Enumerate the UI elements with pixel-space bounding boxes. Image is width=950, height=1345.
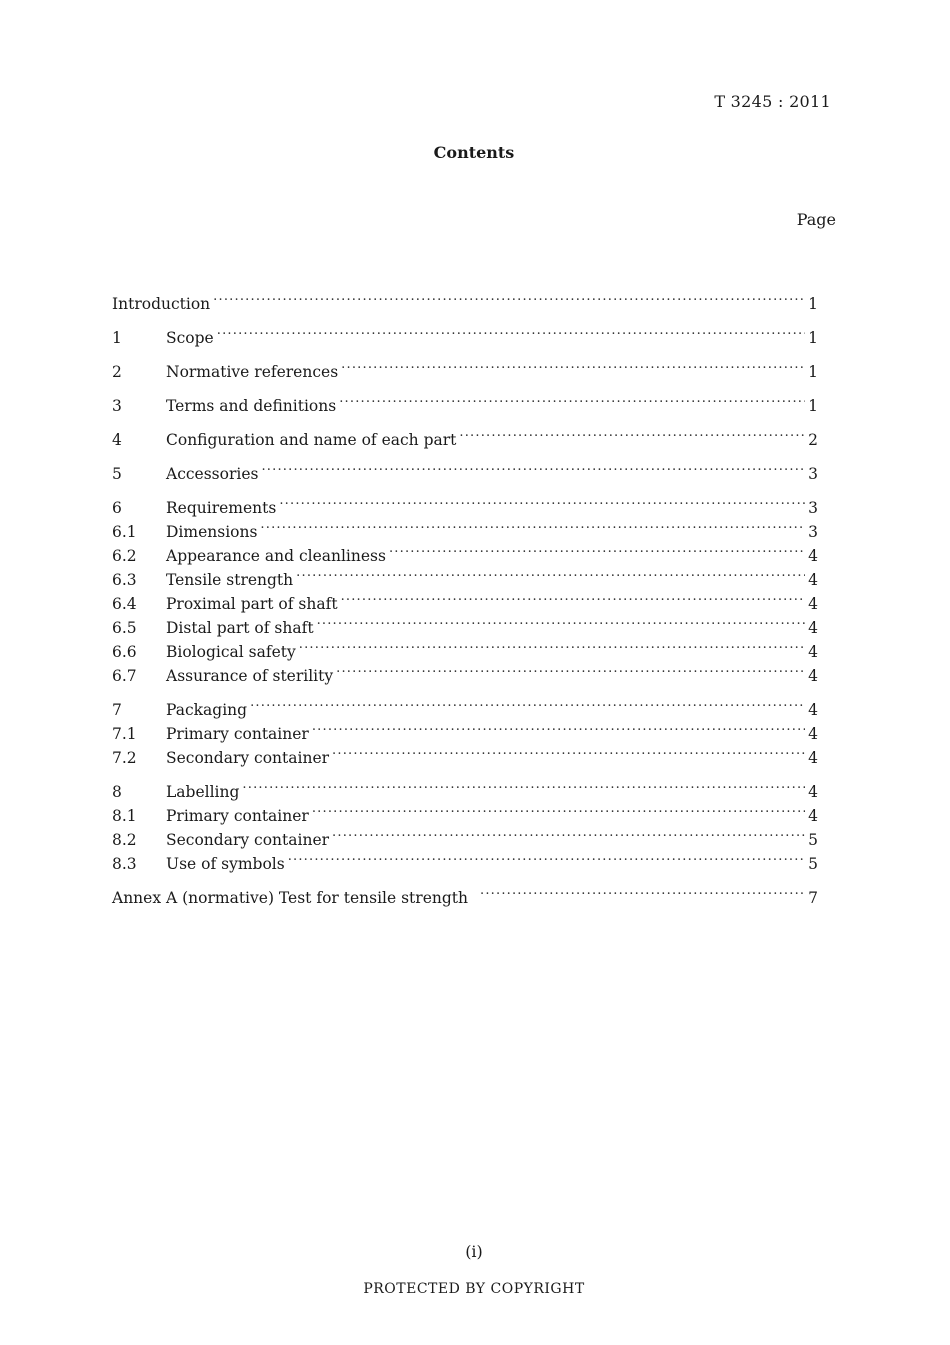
- toc-entry-scope[interactable]: [112, 319, 818, 347]
- toc-entry-number: 6: [112, 499, 122, 517]
- toc-entry-annex-a[interactable]: [112, 879, 818, 907]
- dot-leader: [213, 285, 805, 309]
- toc-entry-title: Dimensions: [166, 523, 258, 541]
- toc-entry-dimensions[interactable]: [112, 513, 818, 541]
- toc-entry-tensile-strength[interactable]: [112, 561, 818, 589]
- toc-entry-title: Distal part of shaft: [166, 619, 314, 637]
- dot-leader: [217, 319, 805, 343]
- toc-entry-number: 6.1: [112, 523, 137, 541]
- contents-title: Contents: [433, 143, 515, 162]
- dot-leader: [336, 657, 805, 681]
- toc-entry-page: 4: [808, 783, 818, 801]
- toc-entry-title: Secondary container: [166, 831, 330, 849]
- standard-number: T 3245 : 2011: [714, 92, 831, 111]
- toc-entry-introduction[interactable]: [112, 285, 818, 313]
- toc-entry-labelling[interactable]: [112, 773, 818, 801]
- dot-leader: [312, 797, 805, 821]
- toc-entry-title: Proximal part of shaft: [166, 595, 338, 613]
- toc-entry-distal-part[interactable]: [112, 609, 818, 637]
- toc-entry-page: 3: [808, 523, 818, 541]
- toc-entry-page: 2: [808, 431, 818, 449]
- toc-entry-title: Introduction: [112, 295, 211, 313]
- toc-entry-page: 1: [808, 295, 818, 313]
- toc-entry-title: Normative references: [166, 363, 339, 381]
- toc-entry-page: 4: [808, 619, 818, 637]
- toc-entry-appearance[interactable]: [112, 537, 818, 565]
- toc-entry-number: 8.3: [112, 855, 137, 873]
- toc-entry-title: Primary container: [166, 725, 309, 743]
- toc-entry-number: 8: [112, 783, 122, 801]
- toc-entry-configuration[interactable]: [112, 421, 818, 449]
- toc-entry-number: 6.2: [112, 547, 137, 565]
- toc-entry-page: 4: [808, 571, 818, 589]
- toc-entry-title: Packaging: [166, 701, 248, 719]
- toc-entry-page: 4: [808, 701, 818, 719]
- toc-entry-page: 5: [808, 831, 818, 849]
- toc-entry-title: Appearance and cleanliness: [166, 547, 386, 565]
- table-of-contents: [112, 285, 818, 907]
- toc-entry-number: 4: [112, 431, 122, 449]
- dot-leader: [332, 821, 805, 845]
- toc-entry-number: 6.3: [112, 571, 137, 589]
- dot-leader: [317, 609, 805, 633]
- toc-entry-page: 1: [808, 329, 818, 347]
- copyright-notice: PROTECTED BY COPYRIGHT: [363, 1281, 585, 1297]
- dot-leader: [341, 353, 805, 377]
- dot-leader: [250, 691, 805, 715]
- toc-entry-number: 3: [112, 397, 122, 415]
- dot-leader: [341, 585, 805, 609]
- toc-entry-number: 2: [112, 363, 122, 381]
- toc-entry-terms-and-definitions[interactable]: [112, 387, 818, 415]
- toc-entry-number: 8.1: [112, 807, 137, 825]
- toc-entry-packaging-primary[interactable]: [112, 715, 818, 743]
- toc-entry-page: 7: [808, 889, 818, 907]
- toc-entry-title: Biological safety: [166, 643, 296, 661]
- dot-leader: [261, 455, 805, 479]
- toc-entry-title: Terms and definitions: [166, 397, 337, 415]
- toc-entry-title: Secondary container: [166, 749, 330, 767]
- toc-entry-title: Requirements: [166, 499, 277, 517]
- toc-entry-biological-safety[interactable]: [112, 633, 818, 661]
- toc-entry-title: Primary container: [166, 807, 309, 825]
- toc-entry-number: 1: [112, 329, 122, 347]
- toc-entry-number: 6.6: [112, 643, 137, 661]
- dot-leader: [459, 421, 805, 445]
- dot-leader: [296, 561, 805, 585]
- dot-leader: [312, 715, 805, 739]
- toc-entry-page: 3: [808, 499, 818, 517]
- toc-entry-use-of-symbols[interactable]: [112, 845, 818, 873]
- toc-entry-number: 8.2: [112, 831, 137, 849]
- toc-entry-page: 4: [808, 643, 818, 661]
- page-column-heading: Page: [796, 210, 836, 229]
- toc-entry-requirements[interactable]: [112, 489, 818, 517]
- toc-entry-title: Use of symbols: [166, 855, 285, 873]
- toc-entry-packaging[interactable]: [112, 691, 818, 719]
- toc-entry-page: 1: [808, 363, 818, 381]
- toc-entry-page: 4: [808, 749, 818, 767]
- toc-entry-title: Configuration and name of each part: [166, 431, 457, 449]
- toc-entry-number: 7: [112, 701, 122, 719]
- toc-entry-number: 6.4: [112, 595, 137, 613]
- dot-leader: [332, 739, 805, 763]
- toc-entry-page: 4: [808, 807, 818, 825]
- toc-entry-labelling-primary[interactable]: [112, 797, 818, 825]
- dot-leader: [242, 773, 805, 797]
- toc-entry-page: 4: [808, 595, 818, 613]
- toc-entry-labelling-secondary[interactable]: [112, 821, 818, 849]
- toc-entry-number: 7.1: [112, 725, 137, 743]
- toc-entry-page: 3: [808, 465, 818, 483]
- toc-entry-title: Assurance of sterility: [166, 667, 334, 685]
- toc-entry-normative-references[interactable]: [112, 353, 818, 381]
- footer-page-number: (i): [465, 1242, 483, 1261]
- dot-leader: [480, 879, 805, 903]
- toc-entry-number: 6.7: [112, 667, 137, 685]
- toc-entry-title: Tensile strength: [166, 571, 294, 589]
- toc-entry-page: 5: [808, 855, 818, 873]
- toc-entry-proximal-part[interactable]: [112, 585, 818, 613]
- toc-entry-title: Accessories: [166, 465, 259, 483]
- toc-entry-page: 4: [808, 725, 818, 743]
- dot-leader: [260, 513, 805, 537]
- toc-entry-page: 4: [808, 547, 818, 565]
- toc-entry-sterility[interactable]: [112, 657, 818, 685]
- toc-entry-page: 4: [808, 667, 818, 685]
- dot-leader: [339, 387, 805, 411]
- toc-entry-title: Labelling: [166, 783, 240, 801]
- toc-entry-accessories[interactable]: [112, 455, 818, 483]
- toc-entry-number: 5: [112, 465, 122, 483]
- dot-leader: [288, 845, 805, 869]
- dot-leader: [299, 633, 805, 657]
- dot-leader: [389, 537, 805, 561]
- dot-leader: [279, 489, 805, 513]
- toc-entry-number: 6.5: [112, 619, 137, 637]
- toc-entry-number: 7.2: [112, 749, 137, 767]
- toc-entry-packaging-secondary[interactable]: [112, 739, 818, 767]
- toc-entry-page: 1: [808, 397, 818, 415]
- toc-entry-title: Scope: [166, 329, 214, 347]
- toc-entry-title: Annex A (normative) Test for tensile strength: [112, 889, 468, 907]
